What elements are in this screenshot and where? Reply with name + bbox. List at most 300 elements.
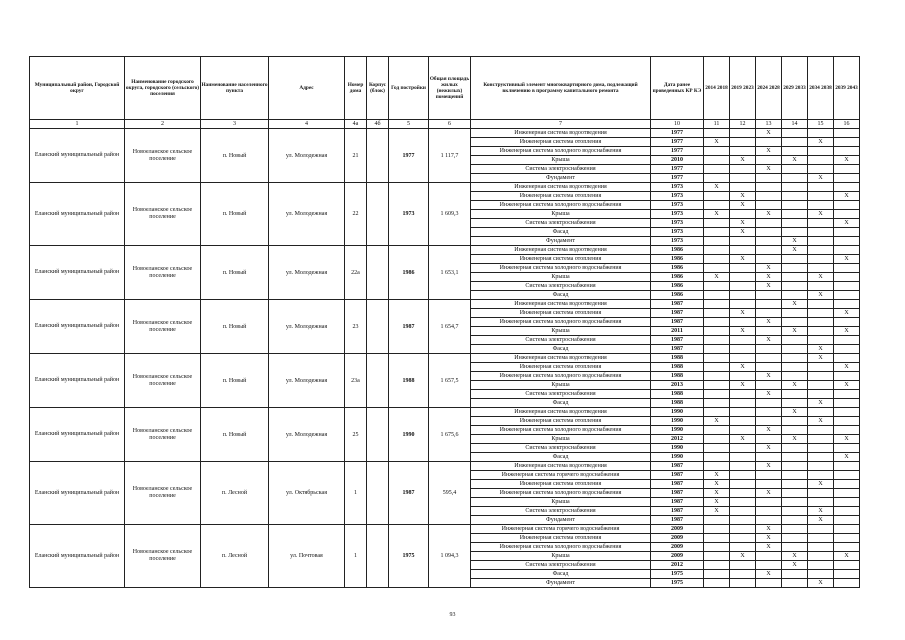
house-number-cell: 23а xyxy=(345,354,367,408)
period-mark-cell xyxy=(834,489,860,498)
period-mark-cell xyxy=(808,264,834,273)
period-mark-cell: X xyxy=(704,480,730,489)
prior-repair-date-cell: 1990 xyxy=(651,453,704,462)
period-mark-cell xyxy=(808,444,834,453)
period-mark-cell xyxy=(704,363,730,372)
period-mark-cell xyxy=(834,462,860,471)
settlement-cell: Новоеланское сельское поселение xyxy=(125,462,201,525)
prior-repair-date-cell: 1988 xyxy=(651,363,704,372)
period-mark-cell xyxy=(782,480,808,489)
period-mark-cell xyxy=(782,210,808,219)
period-mark-cell xyxy=(756,498,782,507)
period-mark-cell: X xyxy=(756,462,782,471)
element-name-cell: Крыша xyxy=(471,327,651,336)
address-cell: ул. Молодежная xyxy=(269,354,345,408)
element-name-cell: Система электроснабжения xyxy=(471,282,651,291)
period-mark-cell: X xyxy=(808,480,834,489)
period-mark-cell: X xyxy=(834,309,860,318)
settlement-cell: Новоеланское сельское поселение xyxy=(125,129,201,183)
period-mark-cell: X xyxy=(756,534,782,543)
period-mark-cell: X xyxy=(834,381,860,390)
period-mark-cell xyxy=(730,336,756,345)
header-address: Адрес xyxy=(269,57,345,120)
period-mark-cell xyxy=(704,318,730,327)
prior-repair-date-cell: 1987 xyxy=(651,345,704,354)
period-mark-cell xyxy=(808,435,834,444)
element-name-cell: Инженерная система холодного водоснабжения xyxy=(471,201,651,210)
address-cell: ул. Октябрьская xyxy=(269,462,345,525)
element-name-cell: Инженерная система водоотведения xyxy=(471,300,651,309)
period-mark-cell: X xyxy=(756,426,782,435)
header-period-2029-2033: 2029 2033 xyxy=(782,57,808,120)
element-name-cell: Инженерная система водоотведения xyxy=(471,129,651,138)
period-mark-cell: X xyxy=(704,489,730,498)
period-mark-cell xyxy=(834,174,860,183)
period-mark-cell xyxy=(704,408,730,417)
period-mark-cell xyxy=(730,165,756,174)
column-number: 16 xyxy=(834,120,860,129)
period-mark-cell xyxy=(704,399,730,408)
period-mark-cell xyxy=(808,462,834,471)
period-mark-cell xyxy=(704,327,730,336)
period-mark-cell xyxy=(756,516,782,525)
element-name-cell: Крыша xyxy=(471,381,651,390)
period-mark-cell xyxy=(756,363,782,372)
period-mark-cell xyxy=(704,381,730,390)
period-mark-cell: X xyxy=(808,273,834,282)
period-mark-cell: X xyxy=(756,147,782,156)
element-name-cell: Фасад xyxy=(471,453,651,462)
element-name-cell: Инженерная система водоотведения xyxy=(471,246,651,255)
period-mark-cell xyxy=(834,579,860,588)
period-mark-cell xyxy=(808,552,834,561)
period-mark-cell xyxy=(704,291,730,300)
period-mark-cell: X xyxy=(808,417,834,426)
header-period-2014-2018: 2014 2018 xyxy=(704,57,730,120)
period-mark-cell: X xyxy=(730,201,756,210)
period-mark-cell xyxy=(808,255,834,264)
prior-repair-date-cell: 1973 xyxy=(651,192,704,201)
element-name-cell: Инженерная система отопления xyxy=(471,534,651,543)
period-mark-cell xyxy=(730,426,756,435)
column-number-row xyxy=(30,120,860,129)
period-mark-cell: X xyxy=(782,300,808,309)
element-name-cell: Система электроснабжения xyxy=(471,165,651,174)
period-mark-cell: X xyxy=(730,228,756,237)
header-district: Муниципальный район, Городской округ xyxy=(30,57,125,120)
period-mark-cell xyxy=(834,525,860,534)
locality-cell: п. Новый xyxy=(201,354,269,408)
period-mark-cell xyxy=(730,516,756,525)
period-mark-cell xyxy=(834,183,860,192)
period-mark-cell xyxy=(756,480,782,489)
period-mark-cell xyxy=(782,336,808,345)
period-mark-cell: X xyxy=(782,237,808,246)
period-mark-cell xyxy=(808,129,834,138)
period-mark-cell xyxy=(782,354,808,363)
period-mark-cell: X xyxy=(756,444,782,453)
period-mark-cell xyxy=(730,318,756,327)
period-mark-cell xyxy=(782,345,808,354)
prior-repair-date-cell: 1977 xyxy=(651,174,704,183)
period-mark-cell xyxy=(834,399,860,408)
period-mark-cell xyxy=(704,264,730,273)
period-mark-cell: X xyxy=(808,354,834,363)
period-mark-cell xyxy=(704,201,730,210)
period-mark-cell xyxy=(782,264,808,273)
period-mark-cell xyxy=(704,354,730,363)
period-mark-cell xyxy=(704,390,730,399)
house-number-cell: 21 xyxy=(345,129,367,183)
period-mark-cell xyxy=(730,543,756,552)
prior-repair-date-cell: 1973 xyxy=(651,210,704,219)
period-mark-cell xyxy=(808,237,834,246)
element-name-cell: Инженерная система водоотведения xyxy=(471,408,651,417)
period-mark-cell xyxy=(704,300,730,309)
element-name-cell: Фасад xyxy=(471,399,651,408)
period-mark-cell xyxy=(834,480,860,489)
period-mark-cell xyxy=(782,489,808,498)
period-mark-cell xyxy=(808,561,834,570)
period-mark-cell: X xyxy=(756,336,782,345)
header-block: Корпус (блок) xyxy=(367,57,389,120)
house-number-cell: 23 xyxy=(345,300,367,354)
element-name-cell: Инженерная система холодного водоснабжения xyxy=(471,489,651,498)
built-year-cell: 1987 xyxy=(389,300,429,354)
header-settlement: Наименование городского округа, городского (сельского) поселения xyxy=(125,57,201,120)
block-cell xyxy=(367,183,389,246)
prior-repair-date-cell: 1973 xyxy=(651,201,704,210)
period-mark-cell xyxy=(782,273,808,282)
period-mark-cell xyxy=(834,138,860,147)
period-mark-cell xyxy=(782,291,808,300)
header-area: Общая площадь жилых (нежилых) помещений xyxy=(429,57,471,120)
period-mark-cell xyxy=(756,507,782,516)
prior-repair-date-cell: 1990 xyxy=(651,426,704,435)
period-mark-cell xyxy=(730,579,756,588)
prior-repair-date-cell: 1986 xyxy=(651,246,704,255)
period-mark-cell xyxy=(704,570,730,579)
period-mark-cell xyxy=(704,345,730,354)
period-mark-cell xyxy=(808,228,834,237)
element-name-cell: Система электроснабжения xyxy=(471,336,651,345)
prior-repair-date-cell: 2009 xyxy=(651,525,704,534)
period-mark-cell xyxy=(834,300,860,309)
period-mark-cell xyxy=(756,417,782,426)
period-mark-cell: X xyxy=(834,363,860,372)
period-mark-cell xyxy=(808,489,834,498)
header-prior-repair-date: Дата ранее проведенных КР КЭ xyxy=(651,57,704,120)
period-mark-cell xyxy=(808,372,834,381)
period-mark-cell: X xyxy=(782,408,808,417)
locality-cell: п. Новый xyxy=(201,183,269,246)
period-mark-cell xyxy=(730,417,756,426)
period-mark-cell xyxy=(730,264,756,273)
block-cell xyxy=(367,525,389,588)
column-number: 11 xyxy=(704,120,730,129)
period-mark-cell xyxy=(756,381,782,390)
period-mark-cell: X xyxy=(782,327,808,336)
prior-repair-date-cell: 1975 xyxy=(651,579,704,588)
period-mark-cell xyxy=(730,273,756,282)
period-mark-cell xyxy=(808,498,834,507)
period-mark-cell xyxy=(756,327,782,336)
period-mark-cell: X xyxy=(756,390,782,399)
period-mark-cell xyxy=(730,210,756,219)
period-mark-cell xyxy=(704,156,730,165)
table-row xyxy=(30,462,860,471)
period-mark-cell xyxy=(834,498,860,507)
period-mark-cell xyxy=(756,219,782,228)
period-mark-cell xyxy=(834,237,860,246)
period-mark-cell xyxy=(782,165,808,174)
period-mark-cell: X xyxy=(834,552,860,561)
period-mark-cell: X xyxy=(834,192,860,201)
period-mark-cell: X xyxy=(808,174,834,183)
prior-repair-date-cell: 1973 xyxy=(651,183,704,192)
element-name-cell: Инженерная система водоотведения xyxy=(471,183,651,192)
period-mark-cell xyxy=(834,165,860,174)
period-mark-cell xyxy=(730,237,756,246)
element-name-cell: Инженерная система водоотведения xyxy=(471,462,651,471)
prior-repair-date-cell: 1990 xyxy=(651,408,704,417)
element-name-cell: Инженерная система отопления xyxy=(471,480,651,489)
period-mark-cell xyxy=(782,183,808,192)
period-mark-cell xyxy=(782,399,808,408)
period-mark-cell xyxy=(808,426,834,435)
period-mark-cell xyxy=(808,201,834,210)
period-mark-cell xyxy=(756,435,782,444)
prior-repair-date-cell: 1973 xyxy=(651,228,704,237)
prior-repair-date-cell: 1986 xyxy=(651,255,704,264)
prior-repair-date-cell: 2010 xyxy=(651,156,704,165)
element-name-cell: Инженерная система водоотведения xyxy=(471,354,651,363)
column-number: 13 xyxy=(756,120,782,129)
period-mark-cell xyxy=(808,156,834,165)
house-number-cell: 1 xyxy=(345,462,367,525)
period-mark-cell xyxy=(834,444,860,453)
period-mark-cell xyxy=(756,246,782,255)
district-cell: Еланский муниципальный район xyxy=(30,300,125,354)
period-mark-cell xyxy=(782,516,808,525)
period-mark-cell: X xyxy=(730,219,756,228)
period-mark-cell: X xyxy=(730,381,756,390)
period-mark-cell: X xyxy=(704,417,730,426)
element-name-cell: Инженерная система холодного водоснабжения xyxy=(471,543,651,552)
period-mark-cell xyxy=(782,570,808,579)
element-name-cell: Фундамент xyxy=(471,237,651,246)
period-mark-cell xyxy=(782,201,808,210)
period-mark-cell: X xyxy=(756,282,782,291)
block-cell xyxy=(367,408,389,462)
built-year-cell: 1975 xyxy=(389,525,429,588)
address-cell: ул. Молодежная xyxy=(269,246,345,300)
period-mark-cell xyxy=(756,354,782,363)
column-number: 4б xyxy=(367,120,389,129)
period-mark-cell: X xyxy=(808,345,834,354)
locality-cell: п. Лесной xyxy=(201,525,269,588)
period-mark-cell: X xyxy=(834,156,860,165)
locality-cell: п. Новый xyxy=(201,300,269,354)
period-mark-cell: X xyxy=(704,471,730,480)
element-name-cell: Система электроснабжения xyxy=(471,444,651,453)
period-mark-cell xyxy=(808,318,834,327)
block-cell xyxy=(367,246,389,300)
element-name-cell: Инженерная система холодного водоснабжения xyxy=(471,318,651,327)
period-mark-cell xyxy=(834,273,860,282)
period-mark-cell: X xyxy=(782,381,808,390)
element-name-cell: Крыша xyxy=(471,273,651,282)
period-mark-cell xyxy=(808,534,834,543)
period-mark-cell: X xyxy=(730,363,756,372)
period-mark-cell xyxy=(834,507,860,516)
period-mark-cell xyxy=(730,129,756,138)
period-mark-cell xyxy=(756,561,782,570)
period-mark-cell: X xyxy=(834,435,860,444)
period-mark-cell xyxy=(704,219,730,228)
period-mark-cell: X xyxy=(834,255,860,264)
period-mark-cell: X xyxy=(704,273,730,282)
element-name-cell: Инженерная система отопления xyxy=(471,363,651,372)
element-name-cell: Крыша xyxy=(471,435,651,444)
prior-repair-date-cell: 1988 xyxy=(651,390,704,399)
element-name-cell: Фасад xyxy=(471,291,651,300)
element-name-cell: Система электроснабжения xyxy=(471,219,651,228)
period-mark-cell: X xyxy=(808,516,834,525)
period-mark-cell xyxy=(782,453,808,462)
table-body xyxy=(30,129,860,588)
period-mark-cell: X xyxy=(782,561,808,570)
element-name-cell: Фундамент xyxy=(471,579,651,588)
period-mark-cell xyxy=(756,309,782,318)
period-mark-cell: X xyxy=(756,372,782,381)
prior-repair-date-cell: 1987 xyxy=(651,516,704,525)
prior-repair-date-cell: 1986 xyxy=(651,282,704,291)
period-mark-cell xyxy=(704,579,730,588)
period-mark-cell xyxy=(704,453,730,462)
period-mark-cell xyxy=(834,417,860,426)
district-cell: Еланский муниципальный район xyxy=(30,462,125,525)
address-cell: ул. Молодежная xyxy=(269,300,345,354)
period-mark-cell xyxy=(756,183,782,192)
period-mark-cell xyxy=(756,201,782,210)
period-mark-cell xyxy=(808,282,834,291)
prior-repair-date-cell: 2013 xyxy=(651,381,704,390)
period-mark-cell: X xyxy=(704,183,730,192)
district-cell: Еланский муниципальный район xyxy=(30,129,125,183)
period-mark-cell: X xyxy=(730,255,756,264)
period-mark-cell: X xyxy=(730,192,756,201)
prior-repair-date-cell: 1977 xyxy=(651,147,704,156)
period-mark-cell: X xyxy=(704,507,730,516)
period-mark-cell xyxy=(834,516,860,525)
period-mark-cell xyxy=(782,318,808,327)
period-mark-cell xyxy=(704,426,730,435)
period-mark-cell xyxy=(782,471,808,480)
period-mark-cell xyxy=(730,147,756,156)
element-name-cell: Система электроснабжения xyxy=(471,561,651,570)
area-cell: 1 657,5 xyxy=(429,354,471,408)
prior-repair-date-cell: 1987 xyxy=(651,462,704,471)
period-mark-cell xyxy=(782,543,808,552)
period-mark-cell: X xyxy=(808,579,834,588)
element-name-cell: Инженерная система отопления xyxy=(471,138,651,147)
prior-repair-date-cell: 1987 xyxy=(651,489,704,498)
element-name-cell: Инженерная система холодного водоснабжения xyxy=(471,264,651,273)
house-number-cell: 1 xyxy=(345,525,367,588)
element-name-cell: Крыша xyxy=(471,552,651,561)
period-mark-cell xyxy=(756,408,782,417)
element-name-cell: Фасад xyxy=(471,570,651,579)
built-year-cell: 1988 xyxy=(389,354,429,408)
period-mark-cell: X xyxy=(756,570,782,579)
district-cell: Еланский муниципальный район xyxy=(30,525,125,588)
element-name-cell: Инженерная система отопления xyxy=(471,192,651,201)
period-mark-cell xyxy=(808,381,834,390)
period-mark-cell xyxy=(704,129,730,138)
prior-repair-date-cell: 1977 xyxy=(651,129,704,138)
period-mark-cell xyxy=(808,183,834,192)
element-name-cell: Инженерная система горячего водоснабжения xyxy=(471,525,651,534)
period-mark-cell xyxy=(704,525,730,534)
prior-repair-date-cell: 1987 xyxy=(651,309,704,318)
period-mark-cell xyxy=(834,408,860,417)
period-mark-cell xyxy=(782,129,808,138)
period-mark-cell xyxy=(808,165,834,174)
area-cell: 1 653,1 xyxy=(429,246,471,300)
period-mark-cell xyxy=(704,543,730,552)
period-mark-cell xyxy=(756,300,782,309)
period-mark-cell xyxy=(730,390,756,399)
period-mark-cell: X xyxy=(730,552,756,561)
period-mark-cell xyxy=(756,192,782,201)
element-name-cell: Инженерная система горячего водоснабжения xyxy=(471,471,651,480)
period-mark-cell xyxy=(730,408,756,417)
period-mark-cell: X xyxy=(756,264,782,273)
address-cell: ул. Молодежная xyxy=(269,183,345,246)
period-mark-cell xyxy=(756,579,782,588)
period-mark-cell xyxy=(730,372,756,381)
locality-cell: п. Новый xyxy=(201,408,269,462)
element-name-cell: Система электроснабжения xyxy=(471,390,651,399)
prior-repair-date-cell: 1975 xyxy=(651,570,704,579)
prior-repair-date-cell: 1987 xyxy=(651,471,704,480)
period-mark-cell xyxy=(782,228,808,237)
period-mark-cell xyxy=(834,291,860,300)
period-mark-cell xyxy=(730,300,756,309)
prior-repair-date-cell: 1973 xyxy=(651,219,704,228)
period-mark-cell xyxy=(730,444,756,453)
period-mark-cell xyxy=(730,174,756,183)
period-mark-cell xyxy=(808,147,834,156)
element-name-cell: Крыша xyxy=(471,156,651,165)
period-mark-cell xyxy=(782,372,808,381)
address-cell: ул. Молодежная xyxy=(269,129,345,183)
period-mark-cell: X xyxy=(782,552,808,561)
period-mark-cell xyxy=(704,372,730,381)
header-row xyxy=(30,57,860,120)
district-cell: Еланский муниципальный район xyxy=(30,408,125,462)
period-mark-cell xyxy=(808,192,834,201)
period-mark-cell xyxy=(730,525,756,534)
house-number-cell: 22а xyxy=(345,246,367,300)
period-mark-cell: X xyxy=(756,543,782,552)
period-mark-cell: X xyxy=(730,435,756,444)
period-mark-cell xyxy=(756,228,782,237)
period-mark-cell xyxy=(808,309,834,318)
built-year-cell: 1987 xyxy=(389,462,429,525)
period-mark-cell xyxy=(782,363,808,372)
